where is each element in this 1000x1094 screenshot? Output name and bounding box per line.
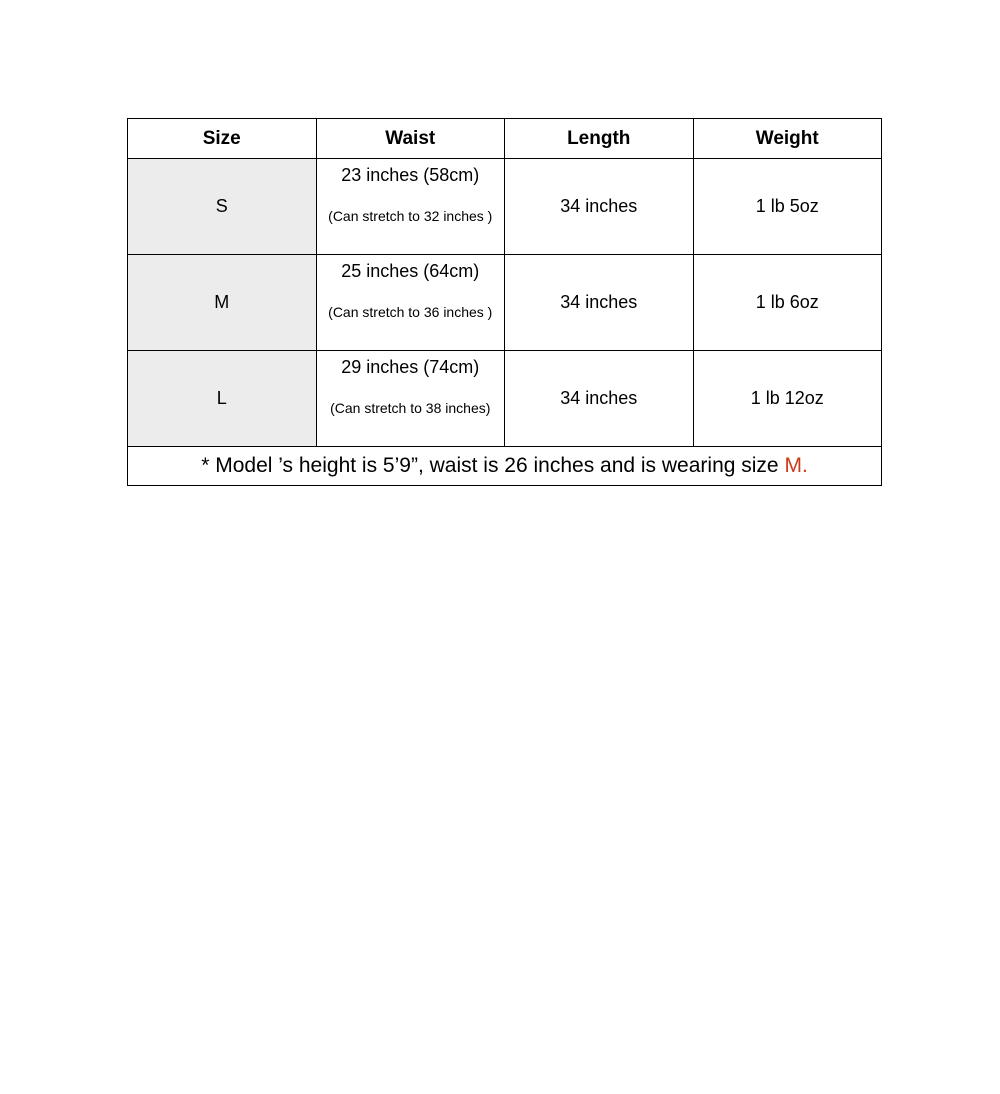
waist-value: 23 inches (58cm) — [341, 165, 480, 185]
weight-cell: 1 lb 5oz — [693, 159, 882, 255]
size-cell: S — [128, 159, 317, 255]
weight-cell: 1 lb 6oz — [693, 255, 882, 351]
waist-stretch-note: (Can stretch to 38 inches) — [330, 400, 491, 416]
header-waist: Waist — [316, 119, 505, 159]
weight-cell: 1 lb 12oz — [693, 351, 882, 447]
footnote-text: * Model ’s height is 5’9”, waist is 26 inches and is wearing size — [201, 454, 785, 477]
waist-value: 29 inches (74cm) — [341, 357, 480, 377]
header-weight: Weight — [693, 119, 882, 159]
waist-stretch-note: (Can stretch to 32 inches ) — [328, 208, 493, 224]
size-cell: L — [128, 351, 317, 447]
length-cell: 34 inches — [505, 159, 694, 255]
size-cell: M — [128, 255, 317, 351]
table-row — [128, 159, 882, 255]
waist-stretch-note: (Can stretch to 36 inches ) — [328, 304, 493, 320]
size-chart-table — [127, 118, 882, 486]
header-length: Length — [505, 119, 694, 159]
waist-cell — [316, 255, 505, 351]
waist-cell — [316, 159, 505, 255]
length-cell: 34 inches — [505, 255, 694, 351]
waist-cell — [316, 351, 505, 447]
footnote-row — [128, 447, 882, 486]
footnote-highlight-size: M. — [784, 454, 808, 477]
header-row — [128, 119, 882, 159]
table-row — [128, 351, 882, 447]
table-row — [128, 255, 882, 351]
footnote-cell — [128, 447, 882, 486]
length-cell: 34 inches — [505, 351, 694, 447]
header-size: Size — [128, 119, 317, 159]
waist-value: 25 inches (64cm) — [341, 261, 480, 281]
